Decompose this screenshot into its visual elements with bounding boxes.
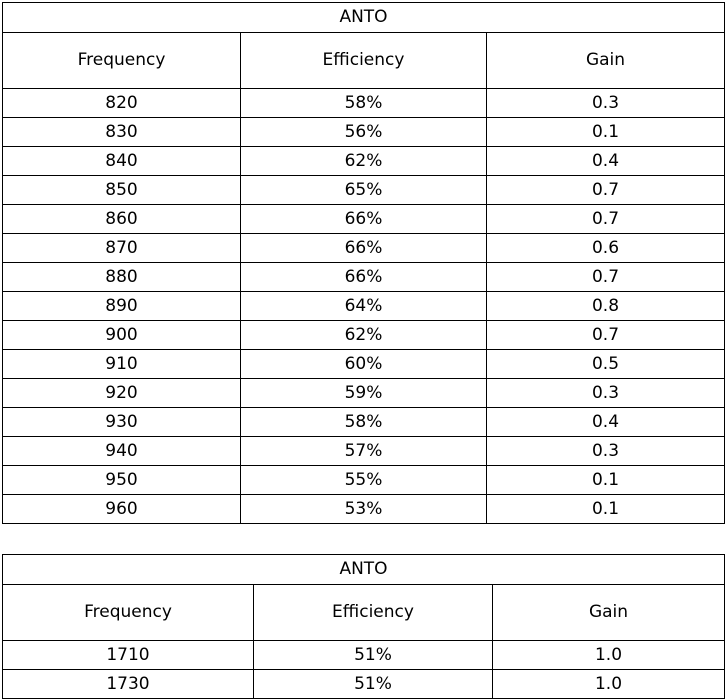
table-row <box>3 234 725 263</box>
table-row <box>3 641 725 670</box>
gain-cell: 0.7 <box>487 263 725 292</box>
gain-cell: 0.1 <box>487 118 725 147</box>
table-row <box>3 321 725 350</box>
gain-cell: 0.7 <box>487 176 725 205</box>
table-header-row <box>3 585 725 641</box>
table-row <box>3 89 725 118</box>
column-header-gain: Gain <box>493 585 725 641</box>
frequency-cell: 960 <box>3 495 241 524</box>
gain-cell: 0.3 <box>487 437 725 466</box>
efficiency-cell: 51% <box>254 670 493 699</box>
efficiency-cell: 58% <box>241 408 487 437</box>
gain-cell: 0.7 <box>487 321 725 350</box>
frequency-cell: 820 <box>3 89 241 118</box>
column-header-efficiency: Efficiency <box>241 33 487 89</box>
gain-cell: 0.6 <box>487 234 725 263</box>
table-row <box>3 495 725 524</box>
table-row <box>3 670 725 699</box>
frequency-cell: 910 <box>3 350 241 379</box>
efficiency-cell: 58% <box>241 89 487 118</box>
frequency-table-2 <box>2 554 725 699</box>
table-row <box>3 292 725 321</box>
table-row <box>3 350 725 379</box>
frequency-cell: 870 <box>3 234 241 263</box>
frequency-cell: 920 <box>3 379 241 408</box>
table-row <box>3 147 725 176</box>
table-title-row <box>3 3 725 33</box>
gain-cell: 0.4 <box>487 147 725 176</box>
table-row <box>3 466 725 495</box>
frequency-cell: 860 <box>3 205 241 234</box>
frequency-cell: 1730 <box>3 670 254 699</box>
column-header-frequency: Frequency <box>3 33 241 89</box>
efficiency-cell: 55% <box>241 466 487 495</box>
gain-cell: 1.0 <box>493 670 725 699</box>
table-row <box>3 379 725 408</box>
gain-cell: 0.7 <box>487 205 725 234</box>
frequency-table-1 <box>2 2 725 524</box>
efficiency-cell: 64% <box>241 292 487 321</box>
efficiency-cell: 65% <box>241 176 487 205</box>
table-header-row <box>3 33 725 89</box>
efficiency-cell: 56% <box>241 118 487 147</box>
frequency-cell: 840 <box>3 147 241 176</box>
efficiency-cell: 59% <box>241 379 487 408</box>
table-row <box>3 263 725 292</box>
efficiency-cell: 62% <box>241 147 487 176</box>
frequency-cell: 950 <box>3 466 241 495</box>
frequency-cell: 1710 <box>3 641 254 670</box>
efficiency-cell: 62% <box>241 321 487 350</box>
frequency-cell: 900 <box>3 321 241 350</box>
table-row <box>3 118 725 147</box>
frequency-cell: 880 <box>3 263 241 292</box>
efficiency-cell: 60% <box>241 350 487 379</box>
column-header-gain: Gain <box>487 33 725 89</box>
efficiency-cell: 66% <box>241 205 487 234</box>
efficiency-cell: 66% <box>241 234 487 263</box>
table-title: ANTO <box>3 3 725 33</box>
gain-cell: 1.0 <box>493 641 725 670</box>
gain-cell: 0.4 <box>487 408 725 437</box>
table-row <box>3 437 725 466</box>
table-title: ANTO <box>3 555 725 585</box>
column-header-efficiency: Efficiency <box>254 585 493 641</box>
frequency-cell: 850 <box>3 176 241 205</box>
gain-cell: 0.3 <box>487 89 725 118</box>
efficiency-cell: 66% <box>241 263 487 292</box>
gain-cell: 0.1 <box>487 466 725 495</box>
frequency-cell: 930 <box>3 408 241 437</box>
efficiency-cell: 51% <box>254 641 493 670</box>
frequency-cell: 890 <box>3 292 241 321</box>
efficiency-cell: 57% <box>241 437 487 466</box>
gain-cell: 0.1 <box>487 495 725 524</box>
frequency-cell: 830 <box>3 118 241 147</box>
table-row <box>3 205 725 234</box>
column-header-frequency: Frequency <box>3 585 254 641</box>
gain-cell: 0.8 <box>487 292 725 321</box>
table-row <box>3 408 725 437</box>
table-row <box>3 176 725 205</box>
efficiency-cell: 53% <box>241 495 487 524</box>
frequency-cell: 940 <box>3 437 241 466</box>
table-title-row <box>3 555 725 585</box>
gain-cell: 0.5 <box>487 350 725 379</box>
gain-cell: 0.3 <box>487 379 725 408</box>
